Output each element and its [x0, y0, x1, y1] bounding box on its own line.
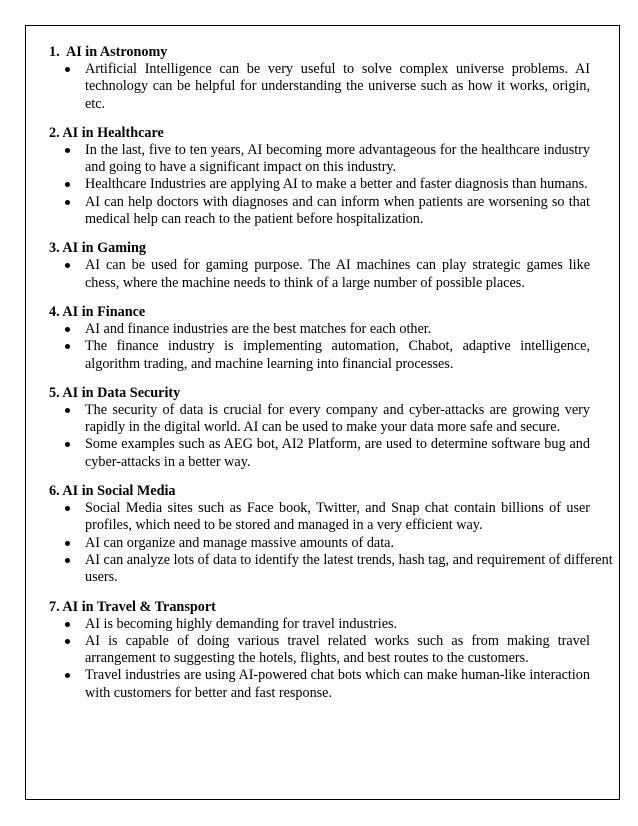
list-item	[49, 176, 610, 193]
list-item	[49, 142, 590, 177]
bullet-icon	[65, 344, 70, 349]
section-ai-in-data-security	[49, 385, 609, 471]
section-heading	[49, 385, 609, 402]
list-item	[49, 552, 625, 587]
list-item	[49, 194, 590, 229]
list-item	[49, 667, 590, 702]
list-item	[49, 61, 590, 113]
bullet-icon	[65, 200, 70, 205]
bullet-text: Travel industries are using AI-powered chat bots which can make human-like interaction with customers for better and fast response.	[85, 667, 590, 701]
bullet-icon	[65, 67, 70, 72]
bullet-text: Social Media sites such as Face book, Twitter, and Snap chat contain billions of user profiles, which need to be stored and managed in a very efficient way.	[85, 500, 590, 534]
bullet-icon	[65, 506, 70, 511]
section-number: 7.	[49, 598, 60, 615]
bullet-text: Artificial Intelligence can be very useful to solve complex universe problems. AI technology can be helpful for understanding the universe such as how it works, origin, etc.	[85, 61, 590, 112]
list-item	[49, 616, 590, 633]
section-title: AI in Data Security	[62, 384, 181, 401]
section-heading	[49, 125, 609, 142]
list-item	[49, 257, 590, 292]
bullet-icon	[65, 673, 70, 678]
list-item	[49, 436, 590, 471]
bullet-text: AI is becoming highly demanding for travel industries.	[85, 615, 398, 632]
bullet-icon	[65, 408, 70, 413]
section-heading	[49, 483, 609, 500]
bullet-list	[49, 257, 609, 292]
bullet-text: AI and finance industries are the best matches for each other.	[85, 320, 432, 337]
bullet-text: The security of data is crucial for every company and cyber-attacks are growing very rapidly in the digital world. AI can be used to make your data more safe and secure.	[85, 401, 590, 436]
section-title: AI in Healthcare	[62, 124, 164, 141]
bullet-icon	[65, 442, 70, 447]
section-title: AI in Astronomy	[65, 44, 168, 60]
bullet-text: AI can be used for gaming purpose. The AI machines can play strategic games like chess, where the machine needs to think of a large number of possible places.	[85, 257, 590, 291]
section-number: 6.	[49, 483, 60, 500]
bullet-list	[49, 321, 609, 373]
section-title: AI in Social Media	[62, 483, 176, 500]
list-item	[49, 633, 590, 668]
bullet-icon	[65, 639, 70, 644]
section-heading	[49, 240, 609, 257]
bullet-text: AI can analyze lots of data to identify the latest trends, hash tag, and requirement of different users.	[85, 551, 613, 586]
section-title: AI in Travel & Transport	[62, 598, 216, 615]
section-ai-in-gaming	[49, 240, 609, 292]
section-number: 2.	[49, 124, 60, 141]
section-heading	[49, 304, 609, 321]
bullet-icon	[65, 327, 70, 332]
bullet-list	[49, 61, 609, 113]
section-number: 4.	[49, 303, 60, 320]
section-number: 3.	[49, 240, 60, 257]
list-item	[49, 338, 590, 373]
bullet-icon	[65, 622, 70, 627]
bullet-text: Some examples such as AEG bot, AI2 Platform, are used to determine software bug and cyber-attacks in a better way.	[85, 436, 590, 470]
bullet-icon	[65, 148, 70, 153]
section-ai-in-social-media	[49, 483, 613, 586]
bullet-text: AI is capable of doing various travel related works such as from making travel arrangement to suggesting the hotels, flights, and best routes to the customers.	[85, 632, 590, 667]
bullet-text: The finance industry is implementing automation, Chabot, adaptive intelligence, algorithm trading, and machine learning into financial processes.	[85, 338, 590, 372]
bullet-text: In the last, five to ten years, AI becoming more advantageous for the healthcare industry and going to have a significant impact on this industry.	[85, 141, 590, 176]
bullet-icon	[65, 182, 70, 187]
bullet-list	[49, 500, 613, 586]
section-ai-in-travel-transport	[49, 599, 609, 702]
section-title: AI in Gaming	[62, 240, 146, 257]
section-number: 1.	[49, 44, 60, 60]
section-title: AI in Finance	[62, 303, 146, 320]
list-item	[49, 402, 590, 437]
bullet-text: AI can help doctors with diagnoses and can inform when patients are worsening so that medical help can reach to the patient before hospitalization.	[85, 193, 590, 228]
section-ai-in-astronomy	[49, 44, 609, 113]
list-item	[49, 500, 590, 535]
document-body	[49, 44, 613, 714]
bullet-list	[49, 142, 609, 228]
bullet-icon	[65, 263, 70, 268]
bullet-text: Healthcare Industries are applying AI to make a better and faster diagnosis than humans.	[85, 176, 588, 193]
bullet-text: AI can organize and manage massive amounts of data.	[85, 534, 394, 551]
list-item	[49, 535, 590, 552]
bullet-icon	[65, 541, 70, 546]
bullet-list	[49, 616, 609, 702]
section-ai-in-healthcare	[49, 125, 609, 228]
section-heading	[49, 44, 609, 61]
list-item	[49, 321, 590, 338]
section-ai-in-finance	[49, 304, 609, 373]
section-number: 5.	[49, 384, 60, 401]
bullet-icon	[65, 558, 70, 563]
bullet-list	[49, 402, 609, 471]
section-heading	[49, 599, 609, 616]
